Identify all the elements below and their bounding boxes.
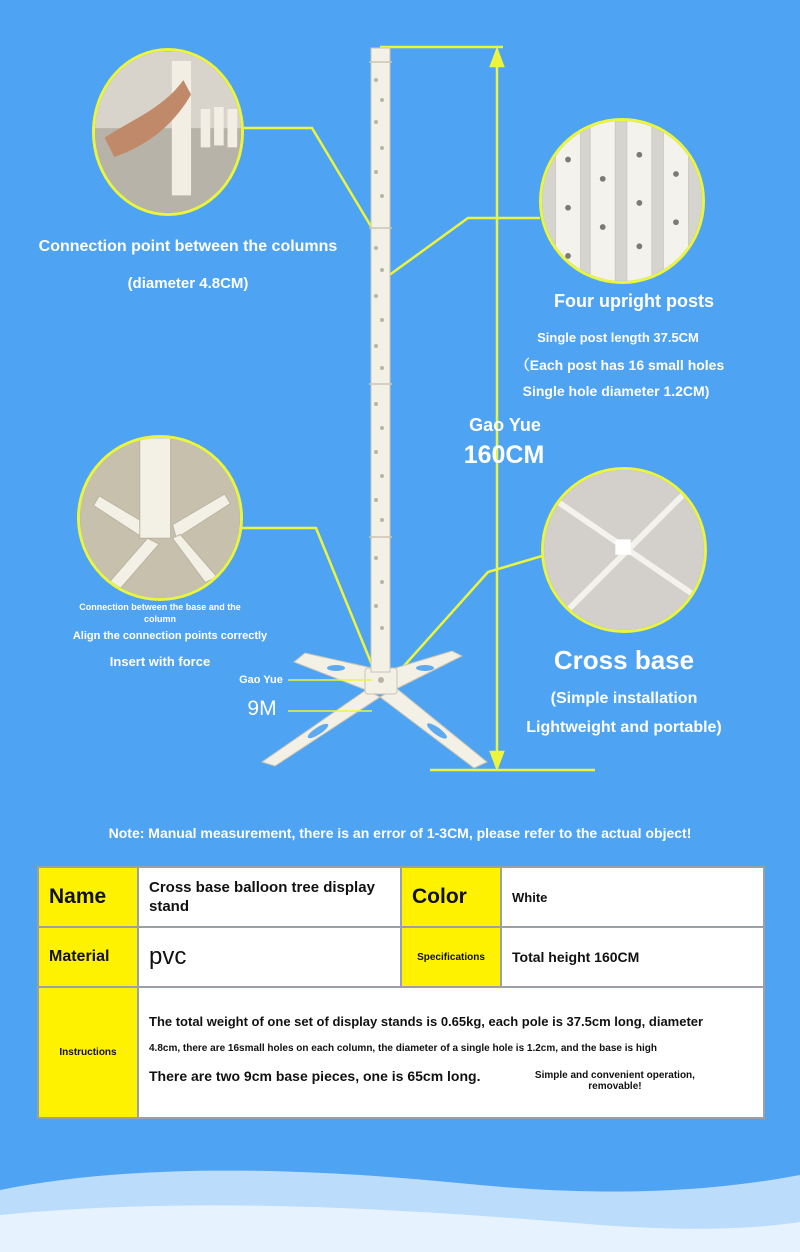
instructions-side-line-2: removable! bbox=[588, 1080, 642, 1092]
instructions-value bbox=[138, 987, 764, 1118]
photo-column-connection-image bbox=[95, 51, 241, 213]
measurement-note: Note: Manual measurement, there is an error of 1-3CM, please refer to the actual object! bbox=[108, 825, 692, 841]
photo-column-connection bbox=[92, 48, 244, 216]
name-key: Name bbox=[38, 867, 138, 927]
instructions-line-3: There are two 9cm base pieces, one is 65cm long. bbox=[149, 1067, 481, 1084]
table-row bbox=[38, 927, 764, 987]
photo-cross-base-image bbox=[544, 470, 704, 630]
table-row bbox=[38, 867, 764, 927]
height-name: Gao Yue bbox=[469, 415, 541, 435]
cross-base-line1: (Simple installation bbox=[550, 690, 698, 707]
instructions-key: Instructions bbox=[38, 987, 138, 1118]
material-value: pvc bbox=[138, 927, 401, 987]
base-connection-line1: Connection between the base and the bbox=[79, 602, 241, 612]
spec-value: Total height 160CM bbox=[501, 927, 764, 987]
photo-base-connection bbox=[77, 435, 243, 601]
spec-table bbox=[37, 866, 765, 1119]
instructions-side-line-1: Simple and convenient operation, bbox=[534, 1069, 695, 1081]
name-value: Cross base balloon tree display stand bbox=[138, 867, 401, 927]
hole-diameter: Single hole diameter 1.2CM) bbox=[522, 383, 710, 399]
photo-cross-base bbox=[541, 467, 707, 633]
color-key: Color bbox=[401, 867, 501, 927]
insert-text: Insert with force bbox=[109, 654, 211, 669]
base-height-value: 9M bbox=[247, 697, 277, 720]
align-text: Align the connection points correctly bbox=[72, 630, 268, 642]
posts-title: Four upright posts bbox=[554, 291, 714, 311]
pole bbox=[371, 48, 390, 672]
post-holes: （Each post has 16 small holes bbox=[515, 357, 725, 373]
cross-base-line2: Lightweight and portable) bbox=[526, 719, 722, 736]
photo-base-connection-image bbox=[80, 438, 240, 598]
connection-diameter: (diameter 4.8CM) bbox=[127, 275, 249, 292]
photo-upright-posts bbox=[539, 118, 705, 284]
cross-base-title: Cross base bbox=[553, 645, 695, 675]
color-value: White bbox=[501, 867, 764, 927]
spec-key: Specifications bbox=[401, 927, 501, 987]
instructions-line-2: 4.8cm, there are 16small holes on each column, the diameter of a single hole is 1.2cm, and the base is high bbox=[149, 1042, 657, 1054]
height-value: 160CM bbox=[463, 441, 545, 469]
instructions-side-note bbox=[535, 1070, 695, 1092]
base-height-name: Gao Yue bbox=[239, 674, 283, 686]
base-connection-line2: column bbox=[143, 614, 176, 624]
table-row bbox=[38, 987, 764, 1118]
post-length: Single post length 37.5CM bbox=[537, 330, 699, 345]
material-key: Material bbox=[38, 927, 138, 987]
instructions-line-1: The total weight of one set of display stands is 0.65kg, each pole is 37.5cm long, diameter bbox=[149, 1013, 704, 1029]
photo-upright-posts-image bbox=[542, 121, 702, 281]
connection-title: Connection point between the columns bbox=[38, 238, 338, 255]
